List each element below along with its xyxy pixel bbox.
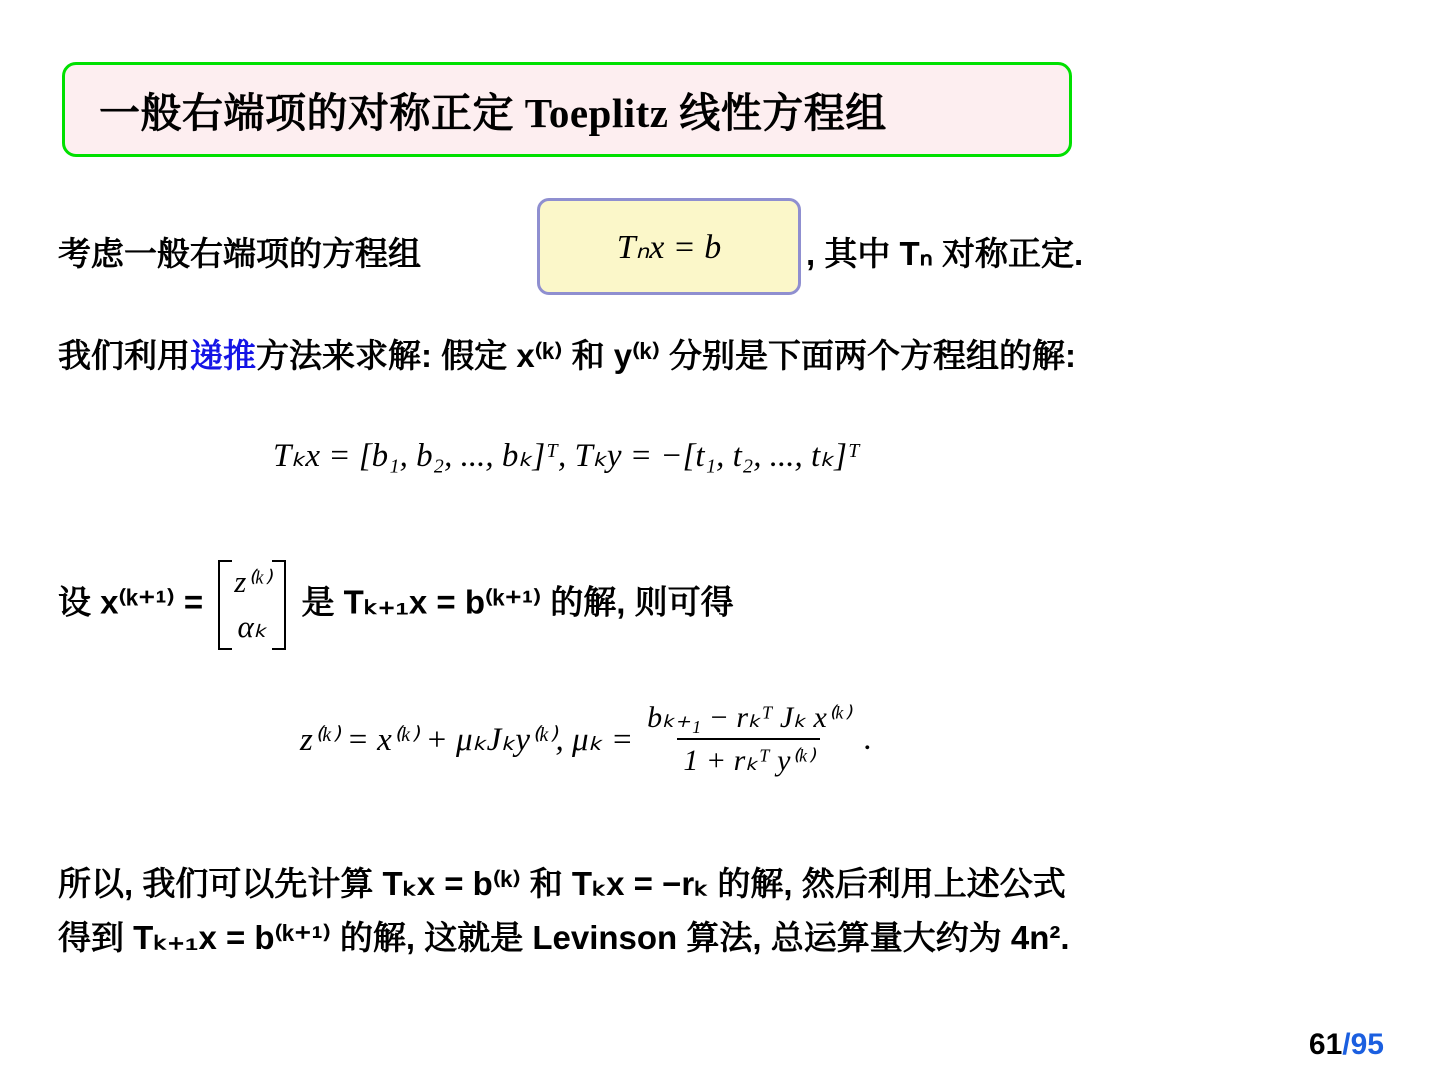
mu-fraction — [641, 700, 856, 778]
solution-vector-line — [58, 560, 734, 650]
solution-vector-prefix: 设 x⁽ᵏ⁺¹⁾ = — [58, 583, 204, 621]
page-title: 一般右端项的对称正定 Toeplitz 线性方程组 — [99, 90, 887, 136]
intro-text-before: 考虑一般右端项的方程组 — [58, 235, 421, 272]
page-number-separator: / — [1342, 1028, 1351, 1061]
page-number — [1309, 1028, 1384, 1062]
display-equation-1: Tₖx = [b₁, b₂, ..., bₖ]ᵀ, Tₖy = −[t₁, t₂, ..., tₖ]ᵀ — [273, 438, 860, 474]
page-number-total: 95 — [1350, 1028, 1384, 1061]
method-description-part1: 我们利用 — [58, 337, 190, 374]
display-equation-2 — [300, 700, 872, 778]
matrix-cell-2: αₖ — [237, 608, 268, 644]
conclusion-line-1: 所以, 我们可以先计算 Tₖx = b⁽ᵏ⁾ 和 Tₖx = −rₖ 的解, 然后利用上述公式 — [58, 865, 1066, 902]
solution-vector-suffix: 是 Tₖ₊₁x = b⁽ᵏ⁺¹⁾ 的解, 则可得 — [301, 583, 734, 621]
method-description-line — [58, 330, 1076, 377]
matrix-cell-1: z⁽ᵏ⁾ — [234, 564, 271, 599]
intro-text-after: , 其中 Tₙ 对称正定. — [806, 235, 1084, 272]
method-description-part2: 方法来求解: 假定 x⁽ᵏ⁾ 和 y⁽ᵏ⁾ 分别是下面两个方程组的解: — [256, 337, 1076, 374]
highlighted-equation-box — [537, 198, 801, 295]
fraction-numerator: bₖ₊₁ − rₖᵀ Jₖ x⁽ᵏ⁾ — [647, 701, 850, 734]
fraction-denominator: 1 + rₖᵀ y⁽ᵏ⁾ — [677, 738, 819, 778]
conclusion-line-2: 得到 Tₖ₊₁x = b⁽ᵏ⁺¹⁾ 的解, 这就是 Levinson 算法, 总运算量大约为 4n². — [58, 919, 1070, 956]
display-equation-2-left: z⁽ᵏ⁾ = x⁽ᵏ⁾ + μₖJₖy⁽ᵏ⁾, μₖ = — [300, 722, 634, 758]
highlighted-equation: Tₙx = b — [616, 228, 722, 266]
recursion-link[interactable]: 递推 — [190, 337, 256, 374]
page-number-current: 61 — [1308, 1028, 1343, 1061]
column-vector-matrix — [218, 560, 286, 650]
display-equation-2-end: . — [864, 720, 873, 757]
slide-title-box — [62, 62, 1072, 157]
